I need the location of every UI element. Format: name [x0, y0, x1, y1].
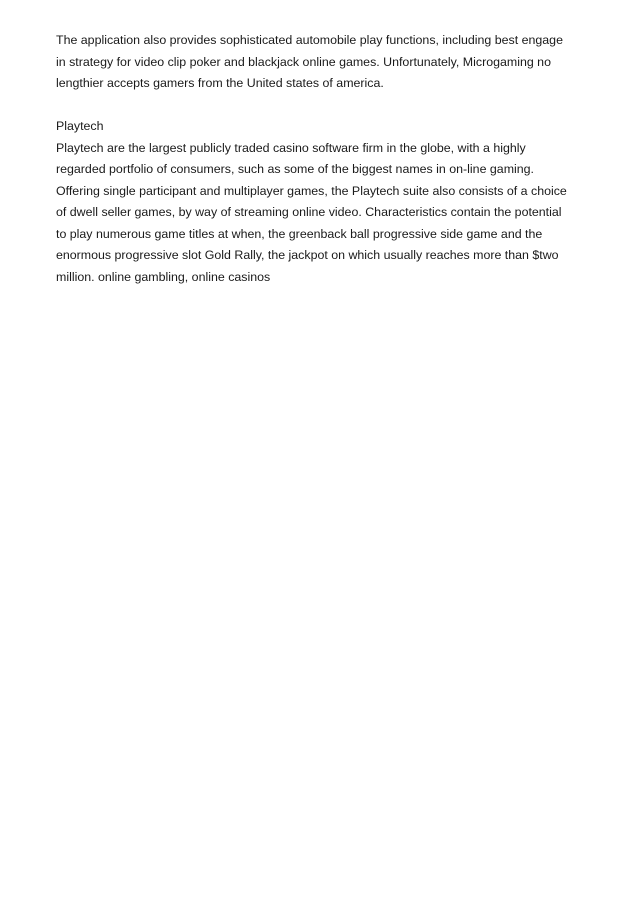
- paragraph-microgaming: The application also provides sophisticated automobile play functions, including best engage in strategy for video clip poker and blackjack online games. Unfortunately, Microgaming no lengthier accepts gamers from the United states of america.: [56, 33, 563, 90]
- document-page: [56, 30, 596, 288]
- section-heading-playtech: Playtech: [56, 119, 104, 133]
- paragraph-playtech: Playtech are the largest publicly traded casino software firm in the globe, with a highly regarded portfolio of consumers, such as some of the biggest names in on-line gaming. Offering single participant and multiplayer games, the Playtech suite also consists of a choice of dwell seller games, by way of streaming online video. Characteristics contain the potential to play numerous game titles at when, the greenback ball progressive side game and the enormous progressive slot Gold Rally, the jackpot on which usually reaches more than $two million. online gambling, online casinos: [56, 140, 567, 284]
- paragraph-spacer: [56, 95, 596, 117]
